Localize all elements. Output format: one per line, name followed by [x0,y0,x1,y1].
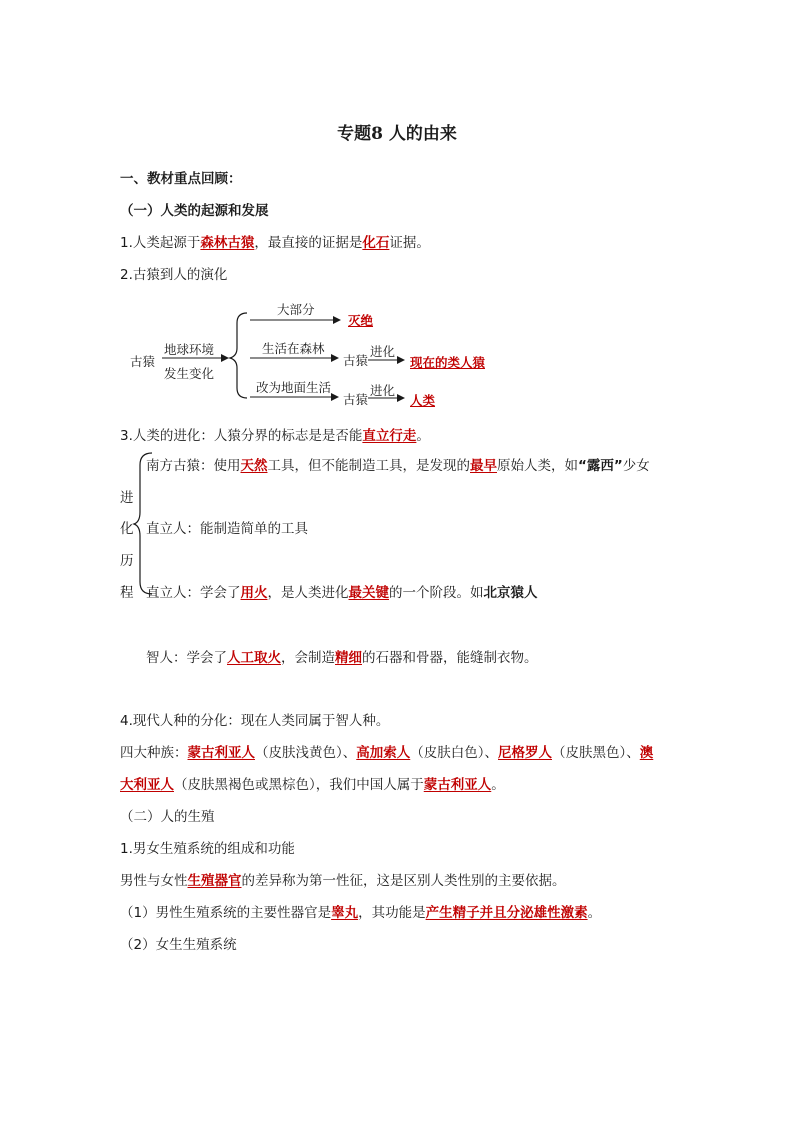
answer-text: 产生精子并且分泌雄性激素 [425,905,588,921]
diagram-branch2-mid: 古猿 [343,353,369,368]
text: 的差异称为第一性征，这是区别人类性别的主要依据。 [241,873,566,889]
text: 少女 [622,458,650,474]
diagram-branch3-label: 改为地面生活 [256,380,332,395]
paragraph-races-line1 [120,741,653,761]
diagram-branch1-label: 大部分 [277,302,315,317]
text: 。 [587,905,602,921]
text: 四大种族： [120,745,188,761]
answer-text: 天然 [240,458,268,474]
evolution-label-char: 程 [120,585,134,601]
text: 证据。 [389,235,430,251]
diagram-cause-top: 地球环境 [164,342,215,357]
answer-text: 蒙古利亚人 [423,777,492,793]
diagram-branch2-result: 现在的类人猿 [410,355,486,370]
text: ，最直接的证据是 [254,235,363,251]
paragraph-reproductive-system: 1.男女生殖系统的组成和功能 [120,841,295,857]
answer-text: 最早 [470,458,497,474]
text: ，会制造 [281,650,335,666]
text: （皮肤黑褐色或黑棕色），我们中国人属于 [174,777,424,793]
paragraph-female-system: （2）女生生殖系统 [120,937,237,953]
text: 。 [491,777,505,793]
text: 南方古猿：使用 [146,458,241,474]
bold-text: 北京猿人 [483,585,538,601]
diagram-branch3-mid: 古猿 [343,392,369,407]
text: 直立人：学会了 [146,585,241,601]
text: 原始人类，如 [497,458,578,474]
answer-text: 大利亚人 [120,777,174,793]
text: 的一个阶段。如 [389,585,484,601]
text: （1）男性生殖系统的主要性器官是 [120,905,332,921]
diagram-branch2-label: 生活在森林 [262,341,325,356]
answer-text: 高加索人 [356,745,411,761]
answer-text: 生殖器官 [187,873,242,889]
paragraph-male-system [120,901,601,921]
paragraph-evolution-title: 2.古猿到人的演化 [120,267,228,283]
evolution-stage-homo-erectus: 直立人：能制造简单的工具 [146,521,308,537]
answer-text: 森林古猿 [200,235,255,251]
answer-text: 蒙古利亚人 [187,745,255,761]
answer-text: 最关键 [348,585,389,601]
answer-text: 用火 [240,585,268,601]
diagram-branch3-result: 人类 [410,393,436,408]
text: ，是人类进化 [267,585,349,601]
diagram-branch1-result: 灭绝 [348,313,374,328]
paragraph-races-intro: 4.现代人种的分化：现在人类同属于智人种。 [120,713,390,729]
text: 的石器和骨器，能缝制衣物。 [362,650,538,666]
answer-text: 精细 [335,650,362,666]
text: 1.人类起源于 [120,235,201,251]
page-title: 专题8 人的由来 [337,124,457,144]
evolution-label-char: 历 [120,553,134,569]
text: 。 [416,428,430,444]
text: 智人：学会了 [146,650,227,666]
answer-text: 睾丸 [331,905,359,921]
paragraph-races-line2 [120,773,505,793]
text: 男性与女性 [120,873,188,889]
evolution-label-char: 进 [120,490,134,506]
text: （皮肤黑色）、 [552,745,640,761]
text: ，其功能是 [358,905,426,921]
diagram-branch2-arrow: 进化 [370,344,396,359]
text: 工具，但不能制造工具，是发现的 [267,458,470,474]
subsection-heading-origin: （一）人类的起源和发展 [120,203,269,219]
answer-text: 尼格罗人 [498,745,552,761]
evolution-stage-homo-erectus-fire [146,581,538,601]
diagram-branch3-arrow: 进化 [370,383,396,398]
answer-text: 直立行走 [362,428,417,444]
evolution-label-char: 化 [120,521,134,537]
text: 3.人类的进化：人猿分界的标志是是否能 [120,428,363,444]
text: （皮肤浅黄色）、 [255,745,357,761]
diagram-start: 古猿 [130,354,156,369]
section-heading: 一、教材重点回顾： [120,171,242,187]
bold-text: “露西” [578,458,623,474]
subsection-heading-reproduction: （二）人的生殖 [120,809,215,825]
diagram-cause-bottom: 发生变化 [164,366,215,381]
paragraph-sex-characteristics [120,869,566,889]
answer-text: 人工取火 [227,650,281,666]
evolution-stage-australopithecus [146,454,650,474]
evolution-stage-homo-sapiens [146,646,538,666]
text: （皮肤白色）、 [410,745,498,761]
answer-text: 澳 [639,745,654,761]
answer-text: 化石 [362,235,390,251]
